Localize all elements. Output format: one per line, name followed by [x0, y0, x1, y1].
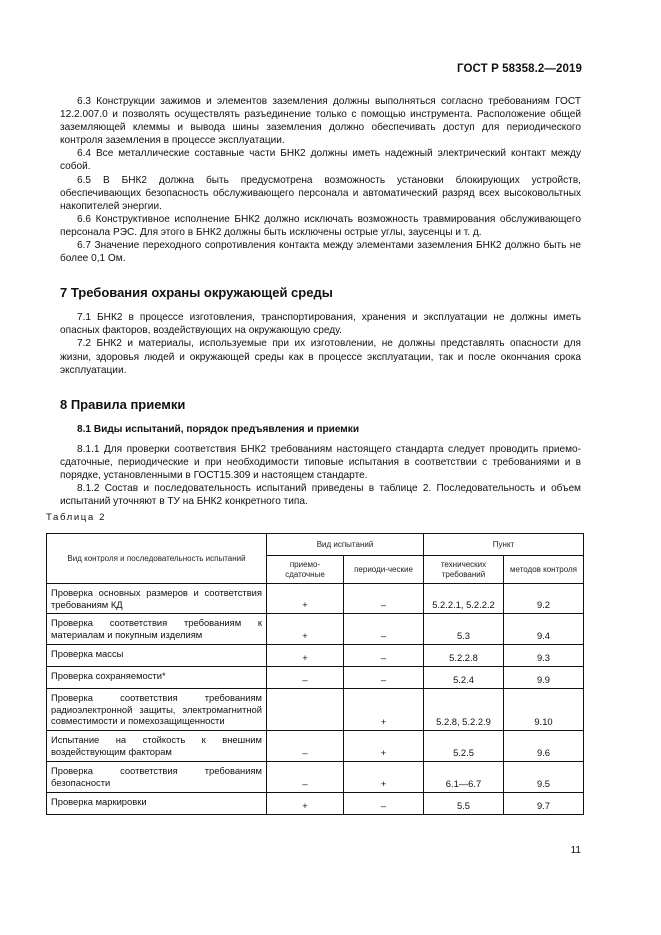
row-name: Проверка соответствия требованиям радиоэлектронной защиты, электромагнитной совместимости и помехозащищенности	[47, 689, 267, 731]
subsection-8-1-heading: 8.1 Виды испытаний, порядок предъявления и приемки	[77, 423, 360, 435]
table-row	[47, 645, 584, 667]
row-acceptance: +	[267, 793, 344, 815]
paragraph-6-3: 6.3 Конструкции зажимов и элементов заземления должны выполняться согласно требованиям ГОСТ 12.2.007.0 и позволять осуществлять разъединение только с помощью инструмента. Расположение общей заземляющей клеммы и вывода шины заземления должно обеспечивать доступ для периодического контроля заземления в процессе эксплуатации.	[60, 96, 581, 147]
row-periodic: +	[344, 731, 424, 762]
paragraph-7-1: 7.1 БНК2 в процессе изготовления, транспортирования, хранения и эксплуатации не должны иметь опасных факторов, воздействующих на окружающую среду.	[60, 312, 581, 337]
header-periodic: периоди-ческие	[344, 556, 424, 584]
row-methods: 9.10	[504, 689, 584, 731]
paragraph-6-7: 6.7 Значение переходного сопротивления контакта между элементами заземления БНК2 должно быть не более 0,1 Ом.	[60, 240, 581, 265]
row-methods: 9.6	[504, 731, 584, 762]
row-methods: 9.7	[504, 793, 584, 815]
paragraph-6-6: 6.6 Конструктивное исполнение БНК2 должно исключать возможность травмирования обслуживающего персонала РЭС. Для этого в БНК2 должны быть исключены острые углы, заусенцы и т. д.	[60, 213, 581, 238]
row-periodic: –	[344, 793, 424, 815]
paragraph-6-5: 6.5 В БНК2 должна быть предусмотрена возможность установки блокирующих устройств, обеспечивающих безопасность обслуживающего персонала и автоматический разряд всех высоковольтных накопителей энергии.	[60, 174, 581, 212]
row-name: Проверка массы	[47, 645, 267, 667]
paragraph-8-1-2: 8.1.2 Состав и последовательность испытаний приведены в таблице 2. Последовательность и объем испытаний уточняют в ТУ на БНК2 конкретного типа.	[60, 482, 581, 508]
row-name: Проверка соответствия требованиям безопасности	[47, 762, 267, 793]
tests-table	[46, 533, 584, 815]
table-row	[47, 689, 584, 731]
header-tech-req: технических требований	[424, 556, 504, 584]
row-tech-req: 5.5	[424, 793, 504, 815]
row-name: Проверка сохраняемости*	[47, 667, 267, 689]
row-tech-req: 5.3	[424, 614, 504, 645]
row-tech-req: 5.2.4	[424, 667, 504, 689]
row-periodic: +	[344, 689, 424, 731]
table-row	[47, 762, 584, 793]
row-acceptance	[267, 689, 344, 731]
paragraph-7-2: 7.2 БНК2 и материалы, используемые при их изготовлении, не должны представлять опасности для жизни, здоровья людей и окружающей среды как в процессе эксплуатации, так и после окончания срока эксплуатации.	[60, 338, 581, 376]
table-row	[47, 614, 584, 645]
section-8-heading: 8 Правила приемки	[60, 396, 186, 412]
row-acceptance: –	[267, 667, 344, 689]
table-caption: Таблица 2	[46, 512, 107, 523]
row-tech-req: 5.2.5	[424, 731, 504, 762]
document-body	[60, 95, 581, 508]
row-acceptance: +	[267, 614, 344, 645]
row-name: Испытание на стойкость к внешним воздействующим факторам	[47, 731, 267, 762]
row-periodic: –	[344, 645, 424, 667]
row-acceptance: +	[267, 584, 344, 614]
row-periodic: –	[344, 667, 424, 689]
row-periodic: –	[344, 584, 424, 614]
row-tech-req: 5.2.8, 5.2.2.9	[424, 689, 504, 731]
row-methods: 9.9	[504, 667, 584, 689]
row-methods: 9.2	[504, 584, 584, 614]
header-methods: методов контроля	[504, 556, 584, 584]
paragraph-8-1-1: 8.1.1 Для проверки соответствия БНК2 требованиям настоящего стандарта следует проводить приемо-сдаточные, периодические и при необходимости типовые испытания в соответствии с требованиями и в порядке, установленными в ГОСТ15.309 и настоящем стандарте.	[60, 443, 581, 481]
page-number: 11	[570, 845, 581, 856]
paragraph-6-4: 6.4 Все металлические составные части БНК2 должны иметь надежный электрический контакт между собой.	[60, 148, 581, 173]
table-row	[47, 731, 584, 762]
document-code: ГОСТ Р 58358.2—2019	[457, 63, 582, 75]
row-acceptance: –	[267, 731, 344, 762]
row-methods: 9.5	[504, 762, 584, 793]
header-item: Пункт	[424, 534, 584, 556]
header-kind: Вид контроля и последовательность испытаний	[47, 534, 267, 584]
row-name: Проверка соответствия требованиям к материалам и покупным изделиям	[47, 614, 267, 645]
row-tech-req: 6.1—6.7	[424, 762, 504, 793]
table-row	[47, 793, 584, 815]
section-7-heading: 7 Требования охраны окружающей среды	[60, 285, 333, 301]
row-periodic: –	[344, 614, 424, 645]
row-name: Проверка основных размеров и соответствия требованиям КД	[47, 584, 267, 614]
table-row	[47, 584, 584, 614]
header-acceptance: приемо-сдаточные	[267, 556, 344, 584]
row-methods: 9.4	[504, 614, 584, 645]
header-test-types: Вид испытаний	[267, 534, 424, 556]
row-tech-req: 5.2.2.1, 5.2.2.2	[424, 584, 504, 614]
row-tech-req: 5.2.2.8	[424, 645, 504, 667]
row-acceptance: –	[267, 762, 344, 793]
row-methods: 9.3	[504, 645, 584, 667]
table-row	[47, 667, 584, 689]
row-acceptance: +	[267, 645, 344, 667]
row-name: Проверка маркировки	[47, 793, 267, 815]
row-periodic: +	[344, 762, 424, 793]
